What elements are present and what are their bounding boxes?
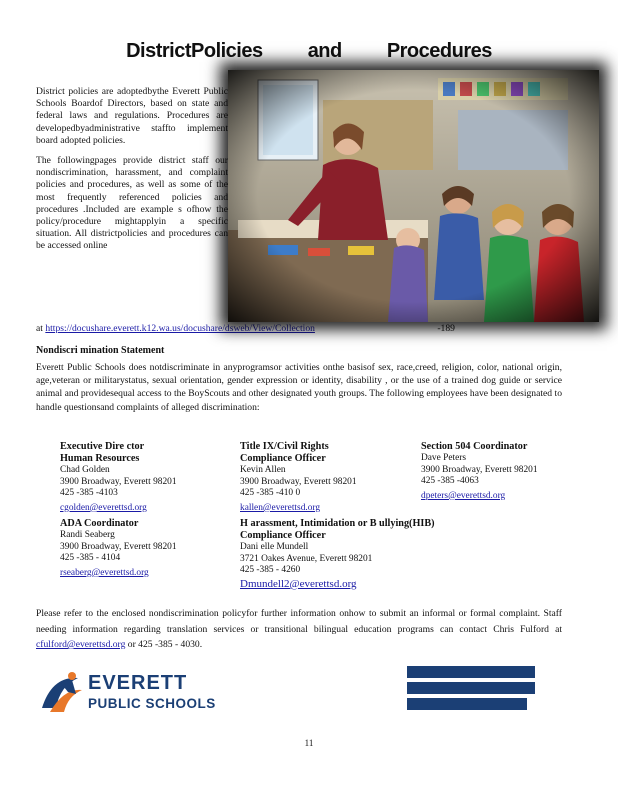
- contact-address: 3721 Oakes Avenue, Everett 98201: [240, 553, 373, 564]
- intro-paragraph-2: The followingpages provide district staff our nondiscrimination, harassment, and complaint policies and procedures, as well as some of the most frequently referenced policies and procedures .Included are example s ofhow the policy/procedure mightapplyin a specific situation. All districtpolicies and procedures can be accessed online: [36, 155, 228, 252]
- contact-name: Dani elle Mundell: [240, 542, 309, 552]
- contact-title-ix-officer: [240, 441, 390, 514]
- contact-email-link[interactable]: kallen@everettsd.org: [240, 502, 321, 513]
- contact-name: Chad Golden: [60, 465, 110, 475]
- contact-subtitle: Compliance Officer: [240, 530, 326, 541]
- contact-ada-coordinator: [60, 518, 210, 579]
- navy-bar: [407, 682, 535, 694]
- navy-bar: [407, 666, 535, 678]
- nondiscrimination-heading: Nondiscri mination Statement: [36, 345, 165, 356]
- contact-address: 3900 Broadway, Everett 98201: [60, 541, 177, 552]
- contact-name: Dave Peters: [421, 453, 467, 463]
- fulford-email-link[interactable]: cfulford@everettsd.org: [36, 639, 126, 650]
- contact-email-link[interactable]: Dmundell2@everettsd.org: [240, 577, 357, 590]
- contact-phone: 425 -385 - 4260: [240, 565, 301, 576]
- contact-subtitle: Human Resources: [60, 453, 140, 464]
- footer-text-1: Please refer to the enclosed nondiscrimination policyfor further information onhow to submit an informal or formal complaint. Staff needing information regarding translation services or transitional bilingual education programs can contact Chris Fulford at: [36, 608, 562, 635]
- title-part-1: DistrictPolicies: [126, 40, 263, 62]
- contact-title: Title IX/Civil Rights: [240, 441, 329, 452]
- contact-email-link[interactable]: dpeters@everettsd.org: [421, 490, 506, 501]
- intro-text: [36, 86, 228, 261]
- contact-address: 3900 Broadway, Everett 98201: [60, 476, 177, 487]
- policy-url-link[interactable]: https://docushare.everett.k12.wa.us/docushare/dsweb/View/Collection: [45, 323, 315, 334]
- contact-subtitle: Compliance Officer: [240, 453, 326, 464]
- policy-url-line: [36, 323, 455, 334]
- contact-title: ADA Coordinator: [60, 518, 139, 529]
- contact-title: Executive Dire ctor: [60, 441, 145, 452]
- translation-services-paragraph: [36, 606, 562, 653]
- everett-public-schools-logo: [38, 668, 248, 720]
- url-suffix: -189: [437, 323, 455, 334]
- contact-title: H arassment, Intimidation or B ullying(HIB): [240, 518, 435, 529]
- contact-address: 3900 Broadway, Everett 98201: [421, 464, 538, 475]
- intro-paragraph-1: District policies are adoptedbythe Everett Public Schools Boardof Directors, based on state and federal laws and regulations. Procedures are developedbyadministrative staffto implement board adopted policies.: [36, 86, 228, 146]
- contact-phone: 425 -385 -4063: [421, 476, 479, 487]
- page-title: [0, 40, 618, 63]
- contact-phone: 425 -385 - 4104: [60, 553, 121, 564]
- footer-text-2: or 425 -385 - 4030.: [127, 639, 203, 650]
- navy-bar: [407, 698, 527, 710]
- classroom-photo-illustration: [228, 70, 599, 322]
- contact-title: Section 504 Coordinator: [421, 441, 528, 452]
- title-part-2: and: [307, 40, 342, 62]
- contact-name: Kevin Allen: [240, 465, 286, 475]
- title-part-3: Procedures: [386, 40, 492, 62]
- contact-address: 3900 Broadway, Everett 98201: [240, 476, 357, 487]
- contact-phone: 425 -385 -4103: [60, 488, 118, 499]
- nondiscrimination-statement: Everett Public Schools does notdiscriminate in anyprogramsor activities onthe basisof sex, race,creed, religion, color, national origin, age,veteran or militarystatus, sexual orientation, gender expression or identity, disability , or the use of a trained dog guide or service animal and providesequal access to the BoyScouts and other designated youth groups. The following employees have been designated to handle questionsand complaints of alleged discrimination:: [36, 362, 562, 413]
- classroom-photo: [228, 70, 599, 322]
- contact-hib-compliance-officer: [240, 518, 500, 590]
- logo-line-1: EVERETT: [88, 672, 188, 694]
- page-number: 11: [304, 738, 314, 748]
- contact-email-link[interactable]: rseaberg@everettsd.org: [60, 567, 149, 578]
- decorative-bars: [407, 666, 535, 714]
- contact-executive-director-hr: [60, 441, 210, 514]
- contact-phone: 425 -385 -410 0: [240, 488, 301, 499]
- url-prefix: at: [36, 323, 43, 334]
- contact-email-link[interactable]: cgolden@everettsd.org: [60, 502, 147, 513]
- contact-section-504-coordinator: [421, 441, 571, 502]
- logo-line-2: PUBLIC SCHOOLS: [88, 696, 216, 711]
- contact-name: Randi Seaberg: [60, 530, 115, 540]
